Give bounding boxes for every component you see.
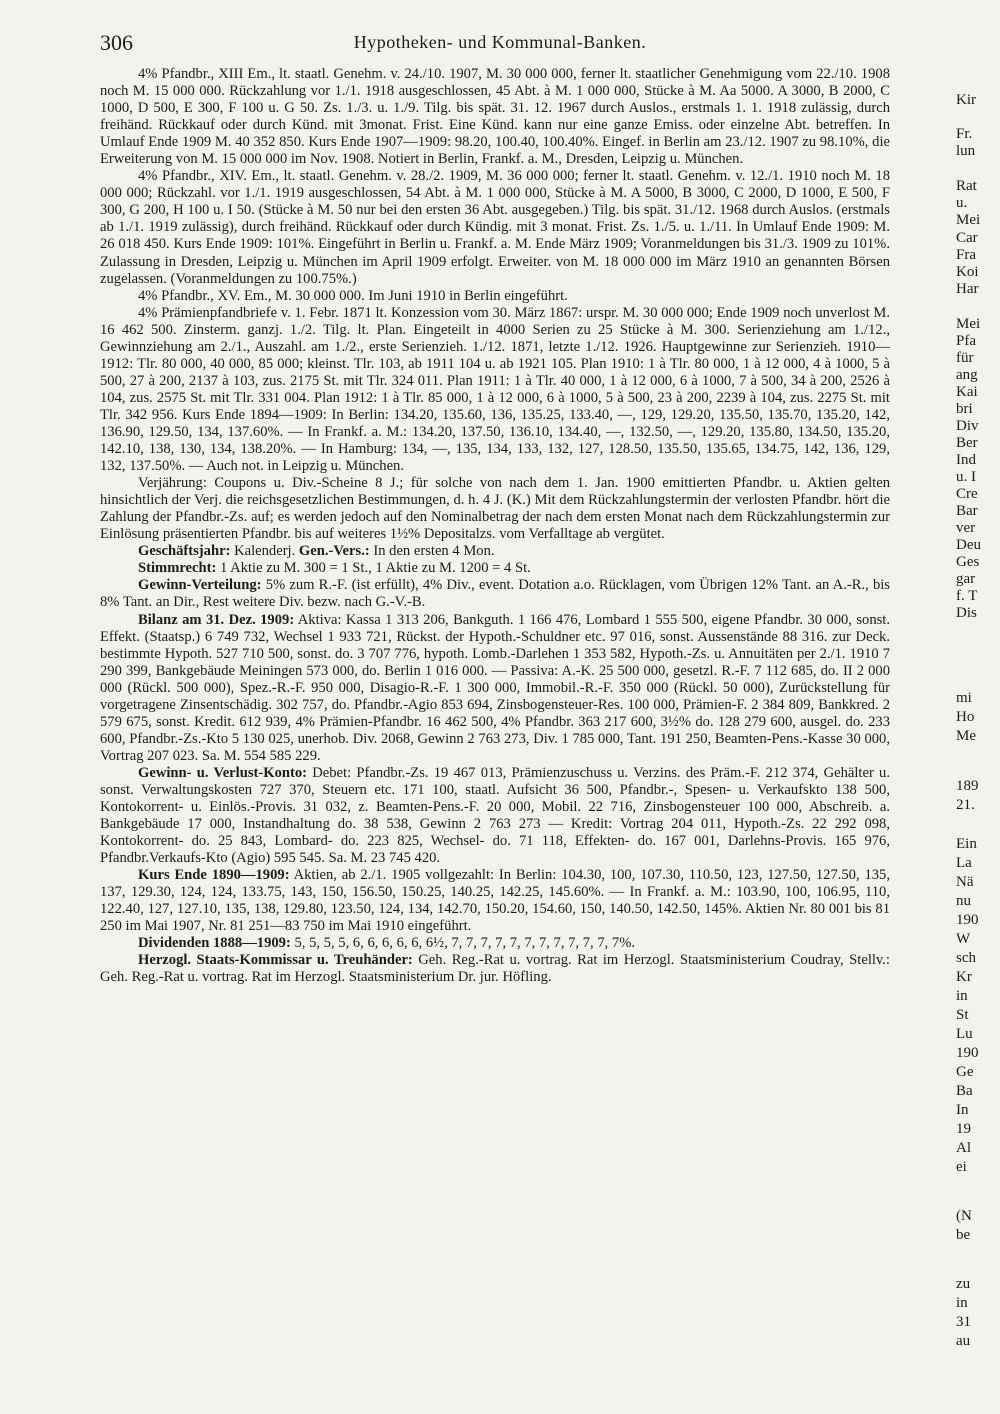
section-text: Kalenderj. — [230, 543, 299, 560]
fragment-text: Fra — [956, 247, 976, 263]
fragment-text: In — [956, 1102, 969, 1118]
section-entry — [100, 577, 890, 611]
section-label: Gen.-Vers.: — [298, 543, 370, 560]
fragment-text: 21. — [956, 797, 975, 813]
section-text: 1 Aktie zu M. 300 = 1 St., 1 Aktie zu M. 1200 = 4 St. — [216, 560, 531, 577]
fragment-text: Pfa — [956, 333, 976, 349]
adjacent-page-fragments — [956, 0, 1000, 1414]
section-entry — [100, 543, 890, 560]
paragraph: 4% Pfandbr., XIII Em., lt. staatl. Genehm. v. 24./10. 1907, M. 30 000 000, ferner lt. staatlicher Genehmigung vom 22./10. 1908 noch M. 15 000 000. Rückzahlung vor 1./1. 1918 ausgeschlossen, 45 Abt. à M. 1 000 000, Stücke à M. Aa 5000. A 3000, B 2000, C 1000, D 500, E 300, F 100 u. G 50. Zs. 1./3. u. 1./9. Tilg. bis spät. 31. 12. 1967 durch Auslos., erstmals 1. 1. 1918 zulässig, durch freihänd. Rückkauf oder durch Künd. mit 3monat. Frist. Eine Künd. kann nur eine ganze Emiss. oder einzelne Abt. betreffen. In Umlauf Ende 1909 M. 40 352 850. Kurs Ende 1907—1909: 98.20, 100.40, 100.40%. Eingef. in Berlin am 23./12. 1907 zu 98.10%, die Erweiterung von M. 15 000 000 im Nov. 1908. Notiert in Berlin, Frankf. a. M., Dresden, Leipzig u. München. — [100, 66, 890, 168]
section-entry — [100, 952, 890, 986]
section-label: Gewinn-Verteilung: — [138, 577, 262, 594]
fragment-text: Mei — [956, 316, 981, 332]
section-entry — [100, 612, 890, 765]
fragment-text: nu — [956, 893, 971, 909]
fragment-text: Ein — [956, 836, 977, 852]
fragment-text: in — [956, 988, 968, 1004]
fragment-text: Kr — [956, 969, 972, 985]
section-label: Stimmrecht: — [138, 560, 217, 577]
fragment-text: Nä — [956, 874, 974, 890]
fragment-text: au — [956, 1333, 971, 1349]
fragment-text: zu — [956, 1276, 971, 1292]
paragraph: 4% Pfandbr., XV. Em., M. 30 000 000. Im Juni 1910 in Berlin eingeführt. — [138, 287, 568, 304]
section-entry — [100, 560, 890, 577]
fragment-text: sch — [956, 950, 976, 966]
paragraph: Verjährung: Coupons u. Div.-Scheine 8 J.; für solche von nach dem 1. Jan. 1900 emittierten Pfandbr. u. Aktien gelten hinsichtlich der Verj. die reichsgesetzlichen Bestimmungen, d. h. 4 J. (K.) Mit dem Rückzahlungstermin der verlosten Pfandbr. hört die Zahlung der Pfandbr.-Zs. auf; es werden jedoch auf den Nominalbetrag der nach dem ersten Monat nach dem Rückzahlungstermin zur Einlösung präsentierten Pfandbr. bis auf weiteres 1½% Depositalzs. vom Verfalltage ab vergütet. — [100, 475, 890, 543]
section-text: In den ersten 4 Mon. — [369, 543, 495, 560]
fragment-text: Ge — [956, 1064, 974, 1080]
section-label: Dividenden 1888—1909: — [138, 935, 291, 952]
fragment-text: Me — [956, 728, 976, 744]
fragment-text: La — [956, 855, 972, 871]
fragment-text: u. — [956, 195, 968, 211]
fragment-text: Dis — [956, 605, 977, 621]
fragment-text: f. T — [956, 588, 978, 604]
fragment-text: Ges — [956, 554, 980, 570]
fragment-text: Ba — [956, 1083, 973, 1099]
section-label: Bilanz am 31. Dez. 1909: — [138, 611, 295, 628]
fragment-text: Ber — [956, 435, 978, 451]
fragment-text: Koi — [956, 264, 979, 280]
fragment-text: Car — [956, 230, 978, 246]
fragment-text: 31 — [956, 1314, 971, 1330]
section-text: Debet: Pfandbr.-Zs. 19 467 013, Prämienzuschuss u. Verzins. des Präm.-F. 212 374, Gehälter u. sonst. Verwaltungskosten 727 370, Steuern etc. 171 100, staatl. Aufsicht 36 500, Pfandbr.-, Spesen- u. Verkaufskto 138 500, Kontokorrent- u. Einlös.-Provis. 31 032, z. Beamten-Pens.-F. 20 000, Mobil. 22 716, Zinsbogensteuer 100 000, Abschreib. a. Bankgebäude 17 000, Instandhaltung do. 38 538, Gewinn 2 763 273 — Kredit: Vortrag 204 011, Hypoth.-Zs. 22 292 098, Kontokorrent- do. 25 843, Lombard- do. 223 825, Wechsel- do. 71 118, Effekten- do. 167 001, Darlehns-Provis. 165 976, Pfandbr.Verkaufs-Kto (Agio) 595 545. Sa. M. 23 745 420. — [100, 764, 890, 867]
fragment-text: Kai — [956, 384, 978, 400]
fragment-text: u. I — [956, 469, 976, 485]
section-text: 5, 5, 5, 5, 6, 6, 6, 6, 6, 6½, 7, 7, 7, 7, 7, 7, 7, 7, 7, 7, 7, 7%. — [290, 935, 636, 952]
paragraph: 4% Prämienpfandbriefe v. 1. Febr. 1871 lt. Konzession vom 30. März 1867: urspr. M. 30 000 000; Ende 1909 noch unverlost M. 16 462 500. Zinsterm. ganzj. 1./2. Tilg. lt. Plan. Eingeteilt in 4000 Serien zu 25 Stücke à M. 300. Serienziehung am 1./12., Gewinnziehung am 2./1., Auszahl. am 1./2., erste Serienzieh. 1./12. 1871, letzte 1./12. 1926. Hauptgewinne zur Serienzieh. 1910—1912: Tlr. 80 000, 40 000, 85 000; kleinst. Tlr. 103, ab 1911 104 u. ab 1921 105. Plan 1910: 1 à Tlr. 80 000, 1 à 12 000, 4 à 1000, 5 à 500, 27 à 200, 2137 à 103, zus. 2175 St. mit Tlr. 324 011. Plan 1911: 1 à Tlr. 40 000, 1 à 12 000, 6 à 1000, 7 à 500, 34 à 200, 2526 à 104, zus. 2575 St. mit Tlr. 331 004. Plan 1912: 1 à Tlr. 85 000, 1 à 12 000, 6 à 1000, 5 à 500, 23 à 200, 2239 à 104, zus. 2275 St. mit Tlr. 342 956. Kurs Ende 1894—1909: In Berlin: 134.20, 135.60, 136, 135.25, 133.40, —, 129, 129.20, 135.50, 135.70, 135.20, 142, 136.90, 129.50, 134, 137.60%. — In Frankf. a. M.: 134.20, 137.50, 136.10, 134.40, —, 132.50, —, 129.20, 135.80, 134.50, 135.20, 142.10, 138, 130, 134, 138.20%. — In Hamburg: 134, —, 135, 134, 133, 132, 127, 128.50, 135.50, 135.65, 134.75, 142, 136, 129, 132, 137.50%. — Auch not. in Leipzig u. München. — [100, 304, 890, 475]
fragment-text: Deu — [956, 537, 981, 553]
section-label: Kurs Ende 1890—1909: — [138, 867, 290, 884]
fragment-text: ei — [956, 1159, 967, 1175]
section-entry — [100, 935, 890, 952]
fragment-text: Mei — [956, 212, 981, 228]
fragment-text: Har — [956, 281, 979, 297]
fragment-text: (N — [956, 1208, 972, 1224]
section-label: Gewinn- u. Verlust-Konto: — [138, 764, 307, 781]
fragment-text: W — [956, 931, 971, 947]
fragment-text: Bar — [956, 503, 978, 519]
fragment-text: für — [956, 350, 974, 366]
section-entry — [100, 867, 890, 935]
fragment-text: in — [956, 1295, 968, 1311]
fragment-text: Kir — [956, 92, 976, 108]
fragment-text: 189 — [956, 778, 979, 794]
paragraph: 4% Pfandbr., XIV. Em., lt. staatl. Genehm. v. 28./2. 1909, M. 36 000 000; ferner lt. staatl. Genehm. v. 12./1. 1910 noch M. 18 000 000; Rückzahl. vor 1./1. 1919 ausgeschlossen, 54 Abt. à M. 1 000 000, Stücke à M. A 5000, B 3000, C 2000, D 1000, E 500, F 300, G 200, H 100 u. I 50. (Stücke à M. 50 nur bei den ersten 36 Abt. ausgegeben.) Tilg. bis spät. 31./12. 1968 durch Auslos. (erstmals ab 1./1. 1919 zulässig), durch freihänd. Rückkauf oder durch Kündig. mit 3 monat. Frist. Zs. 1./5. u. 1./11. In Umlauf Ende 1909: M. 26 018 450. Kurs Ende 1909: 101%. Eingeführt in Berlin u. Frankf. a. M. Ende März 1909; Voranmeldungen bis 31./3. 1909 zu 101%. Zulassung in Dresden, Leipzig u. München im April 1909 erfolgt. Erweiter. von M. 18 000 000 im März 1910 an genannten Börsen zugelassen. (Voranmeldungen zu 100.75%.) — [100, 168, 890, 287]
fragment-text: Fr. — [956, 126, 973, 142]
fragment-text: St — [956, 1007, 969, 1023]
fragment-text: Div — [956, 418, 979, 434]
fragment-text: ver — [956, 520, 976, 536]
running-title: Hypotheken- und Kommunal-Banken. — [353, 32, 647, 52]
fragment-text: 190 — [956, 1045, 979, 1061]
section-entry — [100, 765, 890, 867]
fragment-text: Al — [956, 1140, 971, 1156]
paragraph-list — [100, 66, 890, 543]
fragment-text: gar — [956, 571, 976, 587]
fragment-text: be — [956, 1227, 971, 1243]
section-list — [100, 543, 890, 986]
fragment-text: bri — [956, 401, 973, 417]
fragment-text: 190 — [956, 912, 979, 928]
section-text: Geh. Reg.-Rat u. vortrag. Rat im Herzogl. Staatsministerium Coudray, Stellv.: Geh. Reg.-Rat u. vortrag. Rat im Herzogl. Staatsministerium Dr. jur. Höfling. — [100, 952, 890, 986]
fragment-text: Lu — [956, 1026, 973, 1042]
fragment-text: Ind — [956, 452, 976, 468]
fragment-text: Cre — [956, 486, 978, 502]
fragment-text: ang — [956, 367, 978, 383]
main-text-column — [100, 66, 890, 987]
section-label: Herzogl. Staats-Kommissar u. Treuhänder: — [138, 952, 413, 969]
section-label: Geschäftsjahr: — [138, 543, 231, 560]
section-text: 5% zum R.-F. (ist erfüllt), 4% Div., event. Dotation a.o. Rücklagen, vom Übrigen 12% Tant. an A.-R., bis 8% Tant. an Dir., Rest weitere Div. bezw. nach G.-V.-B. — [100, 577, 890, 611]
section-text: Aktiva: Kassa 1 313 206, Bankguth. 1 166 476, Lombard 1 555 500, eigene Pfandbr. 30 000, sonst. Effekt. (Staatsp.) 6 749 732, Wechsel 1 933 721, Rückst. der Hypoth.-Schuldner etc. 97 016, sonst. Aussenstände 88 316. zur Deck. bestimmte Hypoth. 527 710 500, sonst. do. 3 707 776, hypoth. Lomb.-Darlehen 1 353 582, Hypoth.-Zs. u. Annuitäten per 2./1. 1910 7 290 399, Bankgebäude Meiningen 573 000, do. Berlin 1 016 000. — Passiva: A.-K. 25 500 000, gesetzl. R.-F. 7 112 685, do. II 2 000 000 (Rückl. 500 000), Spez.-R.-F. 950 000, Disagio-R.-F. 1 300 000, Immobil.-R.-F. 350 000 (Rückl. 50 000), Zurückstellung für vorgetragene Zinsentschädig. 302 757, do. Pfandbr.-Agio 853 694, Zinsbogensteuer-Res. 100 000, Prämien-F. 2 384 809, Bankkred. 2 579 675, sonst. Kredit. 612 939, 4% Prämien-Pfandbr. 16 462 500, 4% Pfandbr. 363 217 600, 3½% do. 128 279 600, ausgel. do. 233 600, Pfandbr.-Zs.-Kto 5 130 025, unerhob. Div. 2068, Gewinn 2 763 273, Div. 1 785 000, Tant. 191 250, Beamten-Pens.-Kasse 30 000, Vortrag 207 023. Sa. M. 554 585 229. — [100, 611, 891, 764]
fragment-text: mi — [956, 690, 972, 706]
fragment-text: Rat — [956, 178, 977, 194]
page-number: 306 — [100, 30, 133, 55]
fragment-text: lun — [956, 143, 976, 159]
section-text: Aktien, ab 2./1. 1905 vollgezahlt: In Berlin: 104.30, 100, 107.30, 110.50, 123, 127.50, 127.50, 135, 137, 129.30, 124, 124, 133.75, 143, 150, 156.50, 150.25, 140.25, 142.25, 145.60%. — In Frankf. a. M.: 103.90, 100, 106.95, 110, 122.40, 127, 127.10, 135, 138, 129.80, 123.50, 124, 134, 142.70, 150.20, 154.60, 150, 140.50, 142.50, 145%. Aktien Nr. 80 001 bis 81 250 im Mai 1907, Nr. 81 251—83 750 im Mai 1910 eingeführt. — [100, 867, 890, 935]
fragment-text: 19 — [956, 1121, 971, 1137]
fragment-text: Ho — [956, 709, 975, 725]
